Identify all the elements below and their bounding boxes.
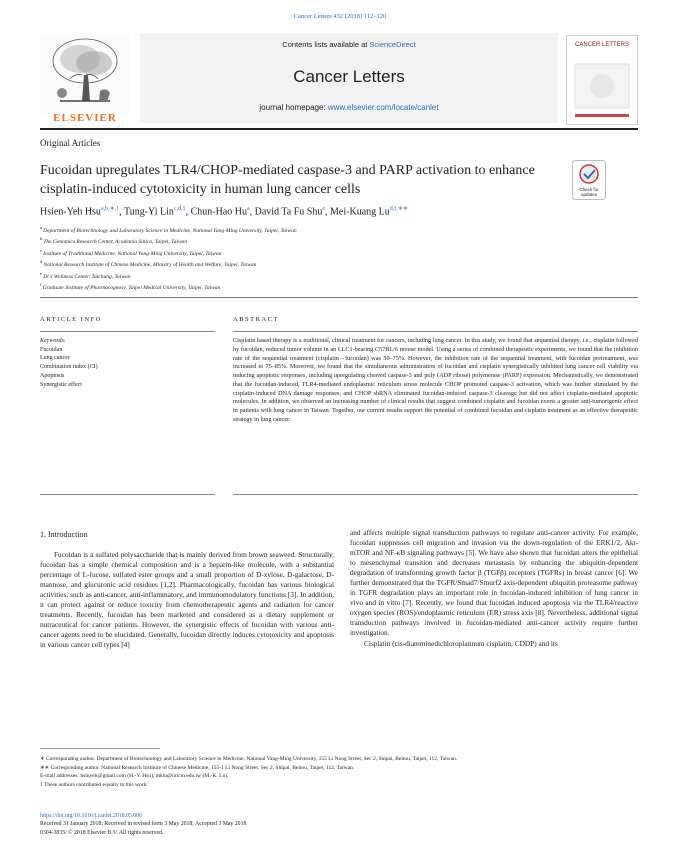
footnotes [40, 755, 638, 789]
article-info-heading: ARTICLE INFO [40, 316, 102, 323]
keywords-block [40, 337, 215, 389]
intro-left-column: Fucoidan is a sulfated polysaccharide that is mainly derived from brown seaweed. Structurally, fucoidan has a simple chemical composition and is a heparin-like molecule, with a substantial percentage of L-fucose, sulfated ester groups and a small proportion of D-xylose, D-galactose, D-mannose, and glucuronic acid residues [1,2]. Pharmacologically, fucoidan has various biological activities, such as anti-cancer, anti-inflammatory, and immunomodulatory functions [3]. In addition, it can protect against or reduce toxicity from chemotherapeutic agents and radiation for cancer treatments. Recently, fucoidan has been marketed and considered as a dietary supplement or nutraceutical for cancer patients. However, the synergistic effects of fucoidan with various anti-cancer agents need to be elucidated. Generally, fucoidan directly induces cytotoxicity and apoptosis in various cancer cell types [4] [40, 550, 334, 650]
author-affiliation-marker[interactable]: a,b,∗,1 [100, 206, 120, 212]
publisher-logo-text[interactable]: ELSEVIER [53, 112, 117, 124]
footnote-item: E-mail addresses: hsinyeh@gmail.com (H.-Y. Hsu), mklu@nricm.edu.tw (M.-K. Lu). [40, 773, 229, 780]
author-list: Hsien-Yeh Hsu$^{a,b,∗,1}$, Tung-Yi Lin$^{c,d,1}$, Chun-Hao Hu$^a$, David Ta Fu Shu$^e$, Mei-Kuang $Lu^{d,f,∗∗}$ [40, 206, 408, 218]
affiliation-item: $^c$ Institute of Traditional Medicine, National Yang-Ming University, Taipei, Taiwan [40, 247, 222, 257]
copyright-line: 0304-3835/ © 2018 Elsevier B.V. All rights reserved. [40, 829, 164, 836]
author-name[interactable]: Tung-Yi Lin [123, 206, 174, 218]
footnote-item: ∗ Corresponding author. Department of Biotechnology and Laboratory Science in Medicine, National Yang-Ming University, 155 Li Nong Street, Sec 2, Shipai, Beitou, Taipei, 112, Taiwan. [40, 756, 458, 762]
keyword-item: Synergistic effect [40, 381, 82, 388]
author-name[interactable]: David Ta Fu Shu [254, 206, 323, 218]
affiliation-item: $^e$ Dr's Wellness Center, Taichung, Taiwan [40, 270, 131, 280]
footnote-item: 1 These authors contributed equally to this work. [40, 781, 148, 788]
abstract-text: Cisplatin based therapy is a traditional, clinical treatment for cancers, including lung cancer. In this study, we found that sequential therapy, i.e., cisplatin followed by fucoidan, reduced tumor volume in an LLC1-bearing C57BL/6 mouse model. Using a series of combined therapeutic experiments, we found that the inhibition rate of the sequential treatment (cisplatin→fucoidan) was 50–75%. However, the inhibition rate of the sequential treatment, with fucoidan pretreatment, was increased to 75–85%. Moreover, we found that the simultaneous administration of fucoidan and cisplatin synergistically inhibited lung cancer cell viability via inducing apoptotic responses, including upregulating cleaved caspase-3 and poly (ADP ribose) polymerase (PARP) expression. Mechanistically, we demonstrated that the fucoidan-induced, TLR4-mediated endoplasmic reticulum stress molecule CHOP promoted caspase-3 activation, which was further stimulated by the cisplatin-induced DNA damage responses, and CHOP shRNA eliminated fucoidan-induced caspase-3 cleavage but did not affect cisplatin-mediated apoptotic molecules. In addition, we observed an increasing number of clinical results that suggest combined cisplatin and fucoidan exerts a greater anti-tumorigenic effect in patients with lung cancer in Taiwan. Together, our current results support the potential of combined fucoidan and cisplatin treatment as an effective therapeutic strategy in lung cancer. [233, 337, 638, 423]
author-affiliation-marker[interactable]: d,f,∗∗ [389, 206, 408, 212]
received-dates: Received 31 January 2018; Received in revised form 3 May 2018; Accepted 3 May 2018 [40, 821, 247, 828]
affiliation-item: $^d$ National Research Institute of Chinese Medicine, Ministry of Health and Welfare, Taipei, Taiwan [40, 259, 257, 269]
abstract-heading: ABSTRACT [233, 316, 279, 323]
affiliation-item: $^b$ The Genomics Research Center, Academia Sinica, Taipei, Taiwan [40, 236, 188, 246]
elsevier-tree-logo [40, 35, 130, 123]
keyword-item: Fucoidan [40, 346, 63, 353]
paper-title: Fucoidan upregulates TLR4/CHOP-mediated caspase-3 and PARP activation to enhance cisplatin-induced cytotoxicity in human lung cancer cells [40, 163, 535, 197]
contents-prefix: Contents lists available at [282, 40, 370, 49]
affiliation-list [40, 224, 640, 293]
keywords-label: Keywords: [40, 338, 66, 344]
article-info-rule [40, 331, 215, 332]
check-for-updates-label: Check for updates [579, 187, 599, 197]
intro-right-column [350, 528, 638, 649]
author-affiliation-marker[interactable]: e [322, 206, 326, 212]
check-for-updates-badge[interactable] [572, 160, 606, 200]
author-affiliation-marker[interactable]: c,d,1 [173, 206, 186, 212]
keyword-item: Apoptosis [40, 372, 65, 379]
header-rule [40, 128, 638, 130]
journal-homepage [140, 103, 558, 112]
homepage-link[interactable]: www.elsevier.com/locate/canlet [327, 103, 439, 112]
affiliation-item: $^a$ Department of Biotechnology and Laboratory Science in Medicine, National Yang-Ming University, Taipei, Taiwan [40, 225, 297, 234]
author-name[interactable]: Mei-Kuang Lu [330, 206, 390, 218]
article-section-type: Original Articles [40, 138, 101, 148]
section-rule [40, 297, 638, 298]
keyword-item: Lung cancer [40, 355, 70, 362]
journal-citation[interactable]: Cancer Letters 432 (2018) 112–120 [293, 13, 387, 20]
keyword-item: Combination index (CI) [40, 364, 98, 371]
cover-title: CANCER LETTERS [574, 42, 629, 48]
doi-block [40, 812, 638, 837]
author-affiliation-marker[interactable]: a [246, 206, 250, 212]
author-name[interactable]: Hsien-Yeh Hsu [40, 206, 101, 218]
contents-line [140, 40, 558, 49]
doi-link[interactable]: https://doi.org/10.1016/j.canlet.2018.05.006 [40, 813, 142, 819]
footnote-item: ∗∗ Corresponding author. National Research Institute of Chinese Medicine, 155-1 Li Nong Street, Sec 2, Shipai, Beitou, Taipei, 112, Taiwan. [40, 764, 355, 771]
introduction-heading: 1. Introduction [40, 530, 88, 539]
affiliation-item: $^f$ Graduate Institute of Pharmacognosy, Taipei Medical University, Taipei, Taiwan [40, 282, 221, 291]
intro-paragraph: Cisplatin (cis-diamminedichloroplatinum cisplatin, CDDP) and its [364, 638, 558, 648]
footnote-rule [40, 748, 160, 749]
abstract-bottom-rule [233, 494, 638, 495]
homepage-prefix: journal homepage: [259, 103, 328, 112]
author-name[interactable]: Chun-Hao Hu [190, 206, 247, 218]
abstract-rule [233, 331, 638, 332]
journal-name: Cancer Letters [293, 67, 405, 86]
sciencedirect-link[interactable]: ScienceDirect [369, 40, 416, 49]
article-info-bottom-rule [40, 494, 215, 495]
intro-paragraph: and affects multiple signal transduction pathways to regulate anti-cancer activity. For example, fucoidan suppresses cell migration and invasion via the down-regulation of the ERK1/2, Akt-mTOR and NF-κB signaling pathways [5]. We have also shown that fucoidan alters the epithelial to mesenchymal transition and decreases metastasis by enhancing the ubiquitin-dependent degradation of transforming growth factor β (TGFβ) receptors (TGFRs) in breast cancer [6]. We further demonstrated that the TGFR/Smad7/Smurf2 axis-dependent ubiquitin proteasome pathway in TGFR degradation plays an important role in fucoidan-induced inhibition of lung cancer in vivo and in vitro [7]. Recently, we found that fucoidan induced apoptosis via the TLR4/reactive oxygen species (ROS)/endoplasmic reticulum (ER) stress axis [8]. Nevertheless, additional signal transduction pathways involved in fucoidan-mediated anti-cancer activity require further investigation. [350, 528, 638, 638]
